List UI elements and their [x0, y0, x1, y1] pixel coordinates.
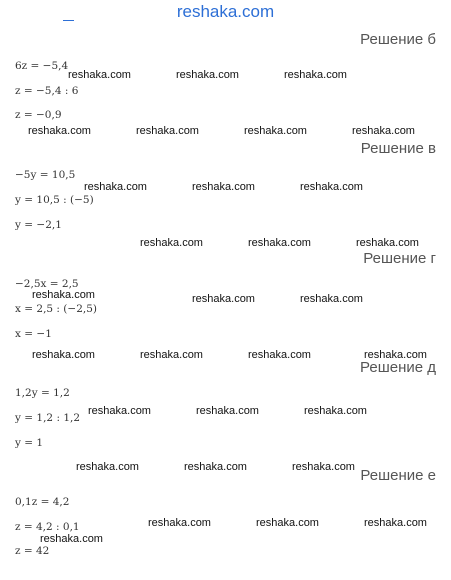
watermark: reshaka.com — [140, 349, 203, 361]
solution-heading-g: Решение г — [363, 250, 436, 267]
watermark: reshaka.com — [248, 237, 311, 249]
watermark: reshaka.com — [140, 237, 203, 249]
watermark: reshaka.com — [192, 181, 255, 193]
equation-line: 6z = −5,4 — [15, 60, 69, 72]
equation-line: z = 4,2 : 0,1 — [15, 521, 80, 533]
equation-line: z = 42 — [15, 545, 50, 557]
equation-line: y = 1,2 : 1,2 — [15, 412, 81, 424]
watermark: reshaka.com — [40, 533, 103, 545]
watermark: reshaka.com — [244, 125, 307, 137]
equation-line: 1,2y = 1,2 — [15, 387, 70, 399]
watermark: reshaka.com — [192, 293, 255, 305]
nav-underline — [63, 20, 74, 21]
watermark: reshaka.com — [176, 69, 239, 81]
solution-heading-v: Решение в — [360, 140, 436, 157]
watermark: reshaka.com — [300, 293, 363, 305]
solution-heading-e: Решение е — [360, 467, 436, 484]
watermark: reshaka.com — [352, 125, 415, 137]
watermark: reshaka.com — [136, 125, 199, 137]
equation-line: x = −1 — [15, 328, 52, 340]
watermark: reshaka.com — [84, 181, 147, 193]
watermark: reshaka.com — [292, 461, 355, 473]
watermark: reshaka.com — [76, 461, 139, 473]
watermark: reshaka.com — [28, 125, 91, 137]
watermark: reshaka.com — [356, 237, 419, 249]
watermark: reshaka.com — [248, 349, 311, 361]
watermark: reshaka.com — [256, 517, 319, 529]
watermark: reshaka.com — [148, 517, 211, 529]
watermark: reshaka.com — [32, 349, 95, 361]
watermark: reshaka.com — [32, 289, 95, 301]
equation-line: y = 10,5 : (−5) — [15, 194, 94, 206]
equation-line: z = −5,4 : 6 — [15, 85, 79, 97]
equation-line: x = 2,5 : (−2,5) — [15, 303, 97, 315]
solution-heading-b: Решение б — [360, 31, 436, 48]
equation-line: −5y = 10,5 — [15, 169, 76, 181]
watermark: reshaka.com — [88, 405, 151, 417]
equation-line: −2,5x = 2,5 — [15, 278, 79, 290]
watermark: reshaka.com — [68, 69, 131, 81]
equation-line: y = 1 — [15, 437, 44, 449]
equation-line: 0,1z = 4,2 — [15, 496, 70, 508]
equation-line: y = −2,1 — [15, 219, 62, 231]
watermark: reshaka.com — [304, 405, 367, 417]
watermark: reshaka.com — [284, 69, 347, 81]
site-title-link[interactable]: reshaka.com — [176, 2, 275, 21]
solution-heading-d: Решение д — [360, 359, 436, 376]
watermark: reshaka.com — [196, 405, 259, 417]
watermark: reshaka.com — [300, 181, 363, 193]
watermark: reshaka.com — [364, 349, 427, 361]
watermark: reshaka.com — [364, 517, 427, 529]
equation-line: z = −0,9 — [15, 109, 62, 121]
watermark: reshaka.com — [184, 461, 247, 473]
